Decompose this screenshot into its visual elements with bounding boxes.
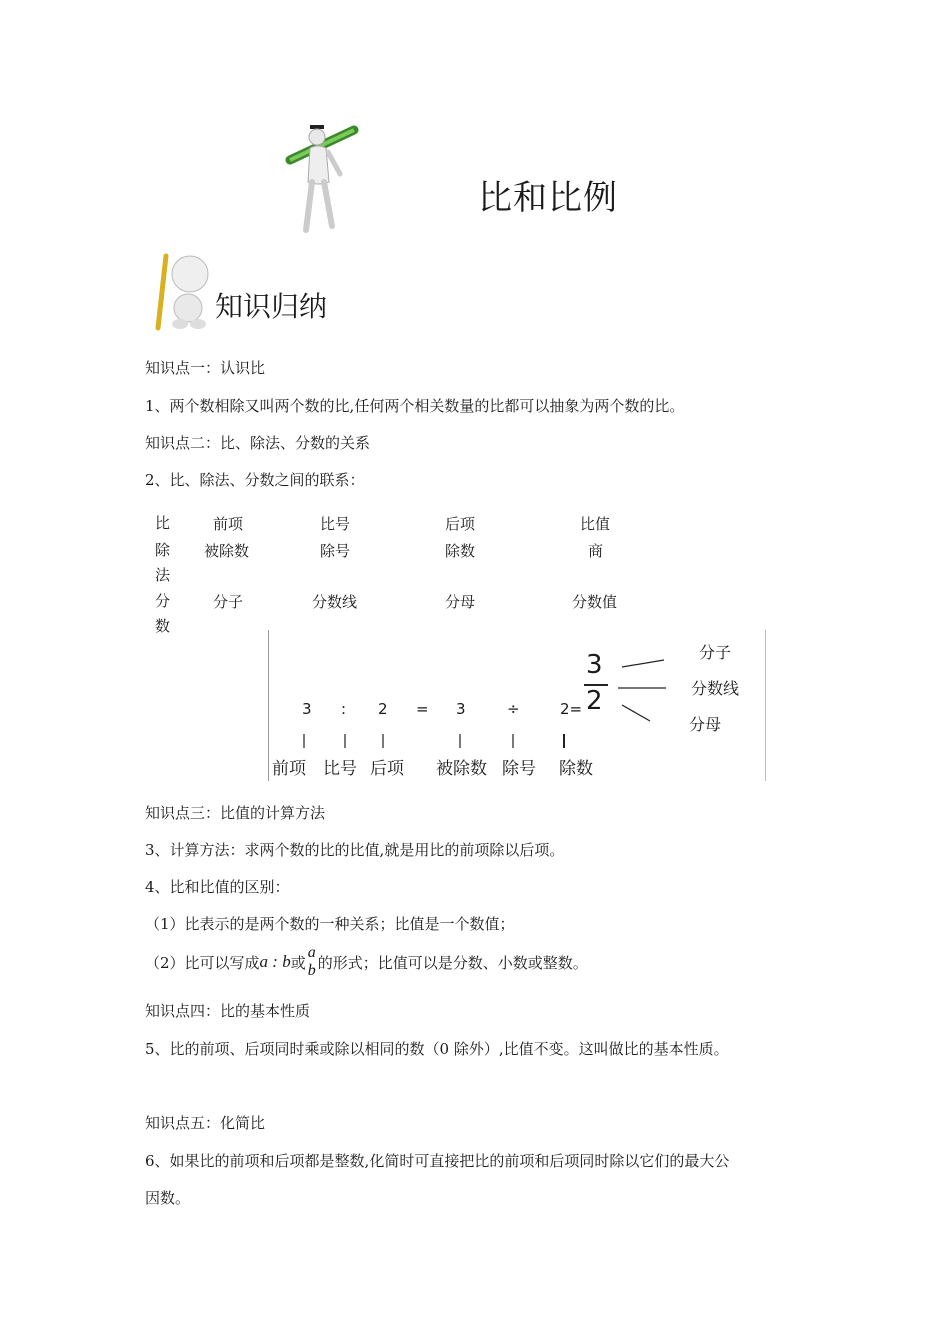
label-division-sign: 除号: [502, 759, 536, 779]
point3-title: 知识点三：比值的计算方法: [145, 804, 326, 822]
expr-divide: ÷: [507, 700, 520, 718]
cell: 除号: [320, 542, 351, 560]
tick-marks: [269, 730, 599, 752]
row-label-division: 除法: [155, 541, 171, 584]
expr-equals: =: [416, 700, 429, 718]
fraction-numerator: 3: [586, 650, 603, 680]
expr-3: 3: [302, 700, 312, 718]
point5-title: 知识点五：化简比: [145, 1114, 266, 1132]
cell: 除数: [445, 542, 476, 560]
expr-3b: 3: [456, 700, 466, 718]
point3-item4: 4、比和比值的区别：: [145, 878, 290, 896]
point3-sub1: （1）比表示的是两个数的一种关系；比值是一个数值；: [145, 915, 515, 933]
point3-item3: 3、计算方法：求两个数的比的比值,就是用比的前项除以后项。: [145, 841, 565, 859]
cell: 比值: [580, 515, 611, 533]
point3-sub2: [145, 944, 588, 980]
ratio-diagram: [268, 630, 766, 781]
section-heading: 知识归纳: [215, 290, 328, 323]
point5-item6-line1: 6、如果比的前项和后项都是整数,化简时可直接把比的前项和后项同时除以它们的最大公: [145, 1152, 730, 1170]
cell: 商: [588, 542, 604, 560]
point4-item5: 5、比的前项、后项同时乘或除以相同的数（0 除外）,比值不变。这叫做比的基本性质。: [145, 1040, 729, 1058]
cell: 被除数: [204, 542, 250, 560]
cell: 分数线: [312, 593, 358, 611]
point5-item6-line2: 因数。: [145, 1189, 191, 1207]
label-ratio-sign: 比号: [323, 759, 357, 779]
sub2-or: 或: [290, 953, 306, 972]
cell: 后项: [445, 515, 476, 533]
fraction-pointer-lines: [614, 655, 674, 725]
expr-colon: :: [341, 700, 347, 718]
point2-title: 知识点二：比、除法、分数的关系: [145, 434, 371, 452]
cell: 比号: [320, 515, 351, 533]
sub2-prefix: （2）比可以写成: [145, 953, 260, 972]
expr-2: 2: [378, 700, 388, 718]
point1-item: 1、两个数相除又叫两个数的比,任何两个相关数量的比都可以抽象为两个数的比。: [145, 397, 685, 415]
point1-title: 知识点一：认识比: [145, 359, 266, 377]
row-label-ratio: 比: [155, 514, 171, 532]
cell: 分数值: [572, 593, 618, 611]
label-fraction-line: 分数线: [691, 679, 740, 698]
label-consequent: 后项: [370, 759, 404, 779]
page-title: 比和比例: [478, 178, 618, 218]
point2-item: 2、比、除法、分数之间的联系：: [145, 471, 365, 489]
pencil-figure-illustration: [152, 252, 216, 332]
ratio-notation: a : b: [259, 952, 291, 971]
student-figure-illustration: [282, 122, 362, 234]
cell: 分母: [445, 593, 476, 611]
fraction-denominator: 2: [586, 686, 603, 716]
sub2-suffix: 的形式；比值可以是分数、小数或整数。: [317, 953, 588, 972]
cell: 前项: [213, 515, 244, 533]
label-dividend: 被除数: [436, 759, 487, 779]
fraction-notation: [308, 944, 316, 980]
label-antecedent: 前项: [272, 759, 306, 779]
cell: 分子: [213, 593, 244, 611]
label-divisor: 除数: [559, 759, 593, 779]
row-label-fraction: 分数: [155, 592, 171, 635]
expr-2-equals: 2=: [560, 700, 583, 718]
fraction-den: b: [307, 962, 316, 979]
point4-title: 知识点四：比的基本性质: [145, 1002, 311, 1020]
label-denominator: 分母: [689, 715, 722, 734]
label-numerator: 分子: [699, 643, 732, 662]
fraction-num: a: [307, 944, 316, 961]
